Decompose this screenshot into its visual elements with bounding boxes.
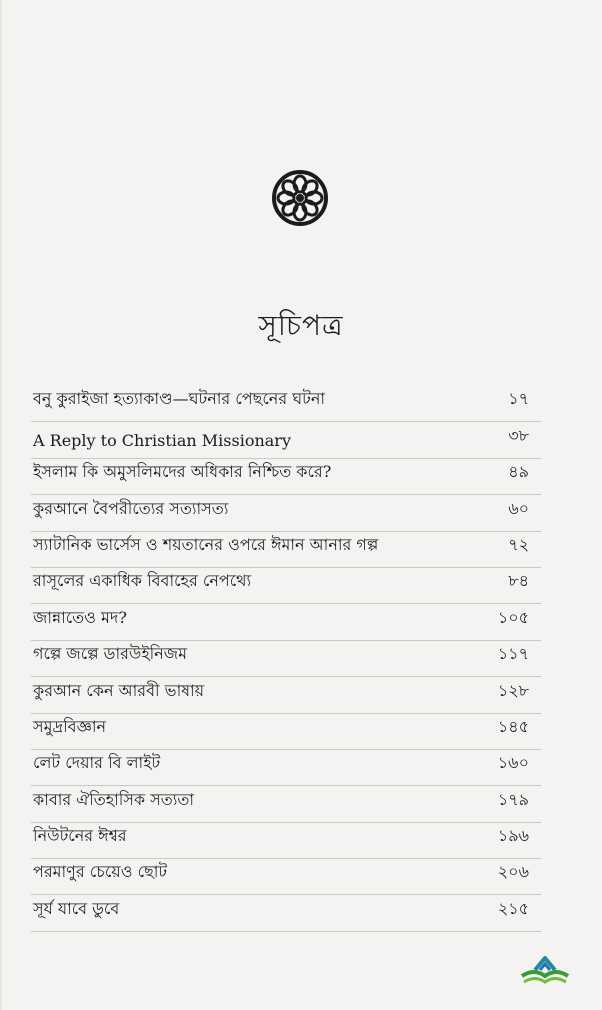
toc-entry — [31, 895, 541, 931]
toc-entry — [31, 750, 541, 786]
toc-entry-page: ২০৬ — [497, 862, 529, 882]
toc-entry-title: সূর্য যাবে ডুবে — [33, 898, 120, 918]
flower-ornament-icon — [272, 170, 328, 226]
toc-entry — [31, 823, 541, 859]
toc-entry-page: ৮৪ — [508, 571, 529, 591]
toc-entry-title: জান্নাতেও মদ? — [33, 607, 127, 627]
toc-entry-title: লেট দেয়ার বি লাইট — [33, 753, 161, 773]
toc-entry-page: ১৭৯ — [497, 789, 529, 809]
toc-entry-page: ১৯৬ — [497, 826, 529, 846]
page-title: সূচিপত্র — [258, 309, 344, 342]
toc-entry-page: ১৪৫ — [497, 716, 529, 736]
toc-entry — [31, 568, 541, 604]
table-of-contents — [31, 386, 541, 932]
toc-entry-page: ২১৫ — [497, 898, 529, 918]
toc-entry-title: কাবার ঐতিহাসিক সত্যতা — [33, 789, 195, 809]
toc-entry — [31, 604, 541, 640]
toc-entry — [31, 714, 541, 750]
toc-entry — [31, 532, 541, 568]
toc-entry-page: ১০৫ — [497, 607, 529, 627]
toc-entry-title: পরমাণুর চেয়েও ছোট — [33, 862, 168, 882]
toc-entry-title: কুরআনে বৈপরীত্যের সত্যাসত্য — [33, 498, 229, 518]
toc-entry-page: ১৬০ — [497, 753, 529, 773]
toc-entry-title: নিউটনের ঈশ্বর — [33, 826, 127, 846]
toc-entry-page: ৭২ — [508, 534, 529, 554]
toc-entry-title: রাসূলের একাধিক বিবাহের নেপথ্যে — [33, 571, 252, 591]
toc-entry-page: ৩৮ — [508, 425, 529, 445]
toc-entry — [31, 386, 541, 422]
toc-entry — [31, 677, 541, 713]
toc-entry-title: ইসলাম কি অমুসলিমদের অধিকার নিশ্চিত করে? — [33, 462, 332, 482]
toc-entry-page: ১১৭ — [497, 644, 529, 664]
toc-entry — [31, 422, 541, 458]
toc-entry — [31, 495, 541, 531]
publisher-logo-icon — [516, 950, 574, 990]
toc-entry-title: গল্পে জল্পে ডারউইনিজম — [33, 644, 188, 664]
toc-entry-page: ১৭ — [508, 389, 529, 409]
toc-entry — [31, 641, 541, 677]
toc-entry-title: বনু কুরাইজা হত্যাকাণ্ড—ঘটনার পেছনের ঘটনা — [33, 389, 326, 409]
toc-entry-title: সমুদ্রবিজ্ঞান — [33, 716, 107, 736]
toc-entry-title: স্যাটানিক ভার্সেস ও শয়তানের ওপরে ঈমান আনার গল্প — [33, 534, 379, 554]
toc-entry — [31, 459, 541, 495]
toc-entry-page: ১২৮ — [497, 680, 529, 700]
toc-entry — [31, 859, 541, 895]
toc-entry-page: ৪৯ — [508, 462, 529, 482]
toc-entry-title: A Reply to Christian Missionary — [33, 430, 291, 450]
toc-entry-title: কুরআন কেন আরবী ভাষায় — [33, 680, 205, 700]
toc-entry — [31, 786, 541, 822]
toc-entry-page: ৬০ — [508, 498, 529, 518]
